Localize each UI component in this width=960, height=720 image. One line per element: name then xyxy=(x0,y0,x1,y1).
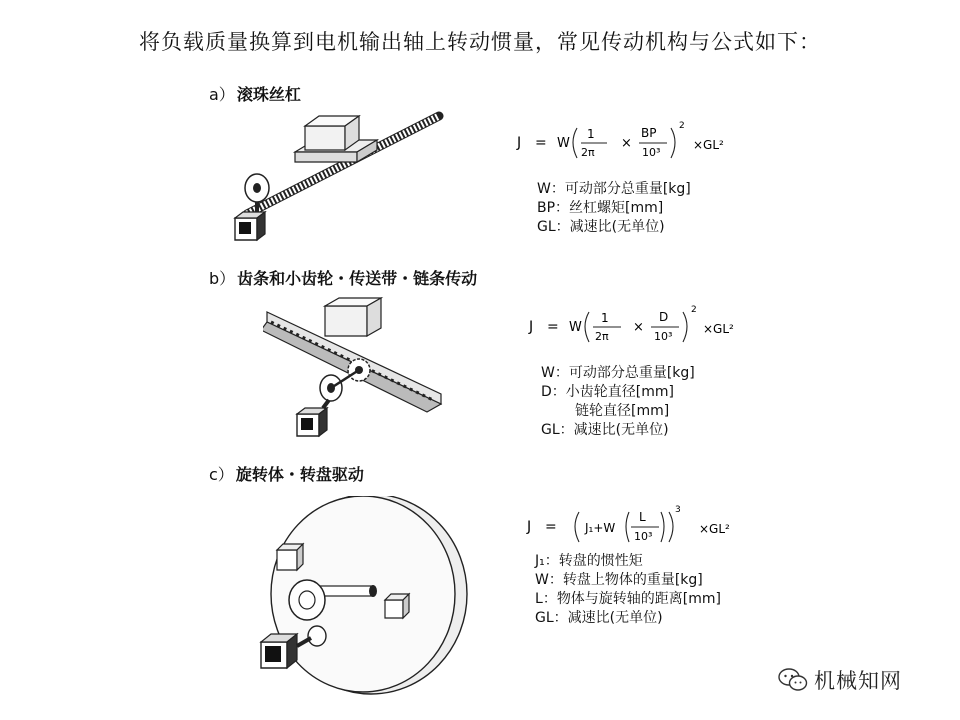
formula-b-den1: 2π xyxy=(595,330,609,343)
watermark xyxy=(778,664,948,696)
formula-b-num1: 1 xyxy=(601,311,609,325)
formula-c-den2: 10³ xyxy=(634,530,653,543)
formula-b-rparen xyxy=(683,312,687,342)
legend-b-row: 链轮直径[mm] xyxy=(575,403,670,419)
legend-a-row: BP：丝杠螺矩[mm] xyxy=(537,200,664,216)
formula-a-lhs: J xyxy=(517,135,522,151)
formula-b-tail: ×GL² xyxy=(703,322,734,336)
section-c-title xyxy=(209,462,364,485)
formula-c-j1: J₁+W xyxy=(585,521,616,535)
formula-a-num2: BP xyxy=(641,126,657,140)
formula-c-inner-lparen xyxy=(626,512,629,542)
section-a-letter: a） xyxy=(209,85,235,104)
section-a-name: 滚珠丝杠 xyxy=(236,85,301,104)
formula-a-rparen xyxy=(671,128,675,158)
legend-c-row: J₁：转盘的惯性矩 xyxy=(535,553,643,569)
formula-b-den2: 10³ xyxy=(654,330,673,343)
section-b-title xyxy=(209,266,477,289)
formula-b-times: × xyxy=(633,320,644,335)
drive-gear xyxy=(308,626,326,646)
formula-a-times: × xyxy=(621,136,632,151)
legend-c-row: L：物体与旋转轴的距离[mm] xyxy=(535,591,722,607)
shaft-end xyxy=(369,585,377,597)
formula-a-power: 2 xyxy=(679,121,685,131)
formula-b-num2: D xyxy=(659,310,669,324)
legend-a xyxy=(537,180,691,237)
disc-object-right-front xyxy=(385,600,403,618)
formula-a-w: W xyxy=(557,136,570,151)
legend-c xyxy=(535,552,721,628)
ball-screw-figure xyxy=(227,102,457,252)
watermark-text: 机械知网 xyxy=(814,669,902,693)
legend-c-row: GL：减速比(无单位) xyxy=(535,610,663,626)
formula-b-lhs: J xyxy=(529,319,534,335)
rack-pinion-figure xyxy=(263,296,463,446)
formula-a-lparen xyxy=(573,128,577,158)
page-title: 将负载质量换算到电机输出轴上转动惯量，常见传动机构与公式如下： xyxy=(139,30,821,54)
legend-b-row: D：小齿轮直径[mm] xyxy=(541,384,674,400)
turntable-motor-face xyxy=(265,646,281,662)
formula-a-eq: = xyxy=(535,135,547,151)
formula-c-lhs: J xyxy=(527,519,532,535)
rack-load-front xyxy=(325,306,367,336)
legend-a-row: GL：减速比(无单位) xyxy=(537,219,665,235)
legend-b xyxy=(541,364,695,440)
formula-c-eq: = xyxy=(545,519,557,535)
formula-c-num2: L xyxy=(639,510,646,524)
formula-a-den1: 2π xyxy=(581,146,595,159)
wechat-icon xyxy=(778,667,808,693)
formula-c-lparen xyxy=(575,512,579,542)
legend-b-row: W：可动部分总重量[kg] xyxy=(541,365,695,381)
formula-a xyxy=(515,120,765,164)
formula-a-den2: 10³ xyxy=(642,146,661,159)
section-b-letter: b） xyxy=(209,269,236,288)
section-b-name: 齿条和小齿轮・传送带・链条传动 xyxy=(237,269,478,288)
legend-c-row: W：转盘上物体的重量[kg] xyxy=(535,572,703,588)
turntable-figure xyxy=(253,496,483,696)
motor-face xyxy=(239,222,251,234)
formula-c-power: 3 xyxy=(675,505,681,515)
rack-motor-face xyxy=(301,418,313,430)
formula-c xyxy=(525,504,765,548)
formula-b-lparen xyxy=(585,312,589,342)
formula-b-power: 2 xyxy=(691,305,697,315)
formula-c-inner-rparen xyxy=(661,512,664,542)
formula-a-num1: 1 xyxy=(587,127,595,141)
load-block-front xyxy=(305,126,345,150)
carriage-front xyxy=(295,152,357,162)
section-c-name: 旋转体・转盘驱动 xyxy=(235,465,364,484)
section-c-letter: c） xyxy=(209,465,234,484)
turntable-pulley-inner xyxy=(299,591,315,609)
formula-c-tail: ×GL² xyxy=(699,522,730,536)
content-panel xyxy=(207,76,765,702)
rack-motor-shaft xyxy=(323,400,329,408)
disc-object-left-front xyxy=(277,550,297,570)
legend-b-row: GL：减速比(无单位) xyxy=(541,422,669,438)
pulley-hub xyxy=(253,183,261,193)
formula-b-w: W xyxy=(569,320,582,335)
formula-c-rparen xyxy=(669,512,673,542)
formula-b xyxy=(527,304,767,348)
legend-a-row: W：可动部分总重量[kg] xyxy=(537,181,691,197)
formula-b-eq: = xyxy=(547,319,559,335)
formula-a-tail: ×GL² xyxy=(693,138,724,152)
